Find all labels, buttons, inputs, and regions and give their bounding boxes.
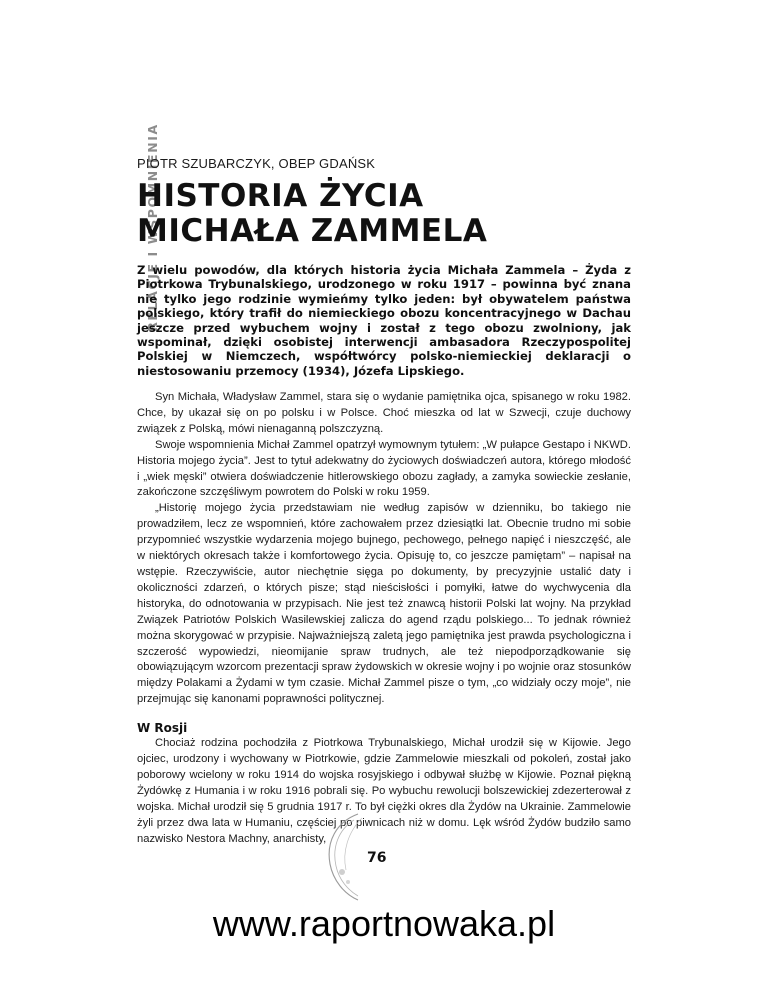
section-paragraph: Chociaż rodzina pochodziła z Piotrkowa Trybunalskiego, Michał urodził się w Kijowie. Jego ojciec, urodzony i wychowany w Piotrkowie, gdzie Zammelowie mieszkali od pokoleń, został jako poborowy wcielony w roku 1914 do wojska rosyjskiego i odbywał służbę w Kijowie. Poznał piękną Żydówkę z Humania i w roku 1916 pobrali się. Po wybuchu rewolucji bolszewickiej zdezerterował z wojska. Michał urodził się 5 grudnia 1917 r. To był ciężki okres dla Żydów na Ukrainie. Zammelowie żyli przez dwa lata w Humaniu, częściej po piwnicach niż w domu. Lęk wśród Żydów budziło samo nazwisko Nestora Machny, anarchisty, — [137, 737, 631, 845]
lead-paragraph: Z wielu powodów, dla których historia życia Michała Zammela – Żyda z Piotrkowa Trybunalskiego, urodzonego w roku 1917 – powinna być znana nie tylko jego rodzinie wymieńmy tylko jeden: był obywatelem państwa polskiego, który trafił do niemieckiego obozu koncentracyjnego w Dachau jeszcze przed wybuchem wojny i został z tego obozu zwolniony, jak wspominał, dzięki osobistej interwencji ambasadora Rzeczypospolitej Polskiej w Niemczech, współtwórcy polsko-niemieckiej deklaracji o niestosowaniu przemocy (1934), Józefa Lipskiego. — [137, 263, 631, 378]
body-paragraph-3: „Historię mojego życia przedstawiam nie według zapisów w dzienniku, bo takiego nie prowadziłem, lecz ze wspomnień, które zachowałem przez dziesiątki lat. Obecnie trudno mi sobie przypomnieć wszystkie wydarzenia mojego bujnego, pechowego, pełnego napięć i nieszczęść, ale w niektórych okresach także i komfortowego życia. Opisuję to, co jeszcze pamiętam” – napisał na wstępie. Rzeczywiście, autor niechętnie sięga po dokumenty, by precyzyjnie ustalić daty i okoliczności zdarzeń, o których pisze; stąd nieścisłości i pomyłki, łatwe do wychwycenia dla historyka, do odnotowania w przypisach. Nie jest też znawcą historii Polski lat wojny. Na przykład Związek Patriotów Polskich Wasilewskiej zalicza do agend rządu polskiego... To jednak również można skorygować w przypisie. Najważniejszą zaletą jego pamiętnika jest prawda psychologiczna i szczerość wypowiedzi, nieomijanie spraw trudnych, ale też niepodporządkowanie się obowiązującym wzorcom prezentacji spraw żydowskich w okresie wojny i po wojnie oraz stosunków między Polakami a Żydami w tym czasie. Michał Zammel pisze o tym, „co widziały oczy moje”, nie przejmując się kanonami poprawności politycznej. — [137, 502, 631, 706]
section-heading: W Rosji — [137, 721, 188, 736]
body-paragraph-2: Swoje wspomnienia Michał Zammel opatrzył wymownym tytułem: „W pułapce Gestapo i NKWD. Historia mojego życia”. Jest to tytuł adekwatny do życiowych doświadczeń autora, którego młodość i „wiek męski” otwiera doświadczenie hitlerowskiego obozu zagłady, a zamyka sowieckie zesłanie, zakończone szczęśliwym powrotem do Polski w roku 1959. — [137, 438, 631, 499]
page-number: 76 — [367, 850, 387, 866]
body-paragraph-1: Syn Michała, Władysław Zammel, stara się o wydanie pamiętnika ojca, spisanego w roku 1982. Chce, by ukazał się on po polsku i w Polsce. Choć mieszka od lat w Szwecji, czuje duchowy związek z Polską, mówi nienaganną polszczyzną. — [137, 391, 631, 435]
article-body — [137, 390, 631, 847]
author-line: PIOTR SZUBARCZYK, OBEP GDAŃSK — [137, 156, 376, 171]
article-title — [137, 179, 487, 249]
title-line-1: HISTORIA ŻYCIA — [137, 178, 424, 214]
watermark-url: www.raportnowaka.pl — [212, 903, 556, 944]
title-line-2: MICHAŁA ZAMMELA — [137, 213, 488, 249]
section-tab-label: RELACJE I WSPOMNIENIA — [144, 123, 160, 332]
